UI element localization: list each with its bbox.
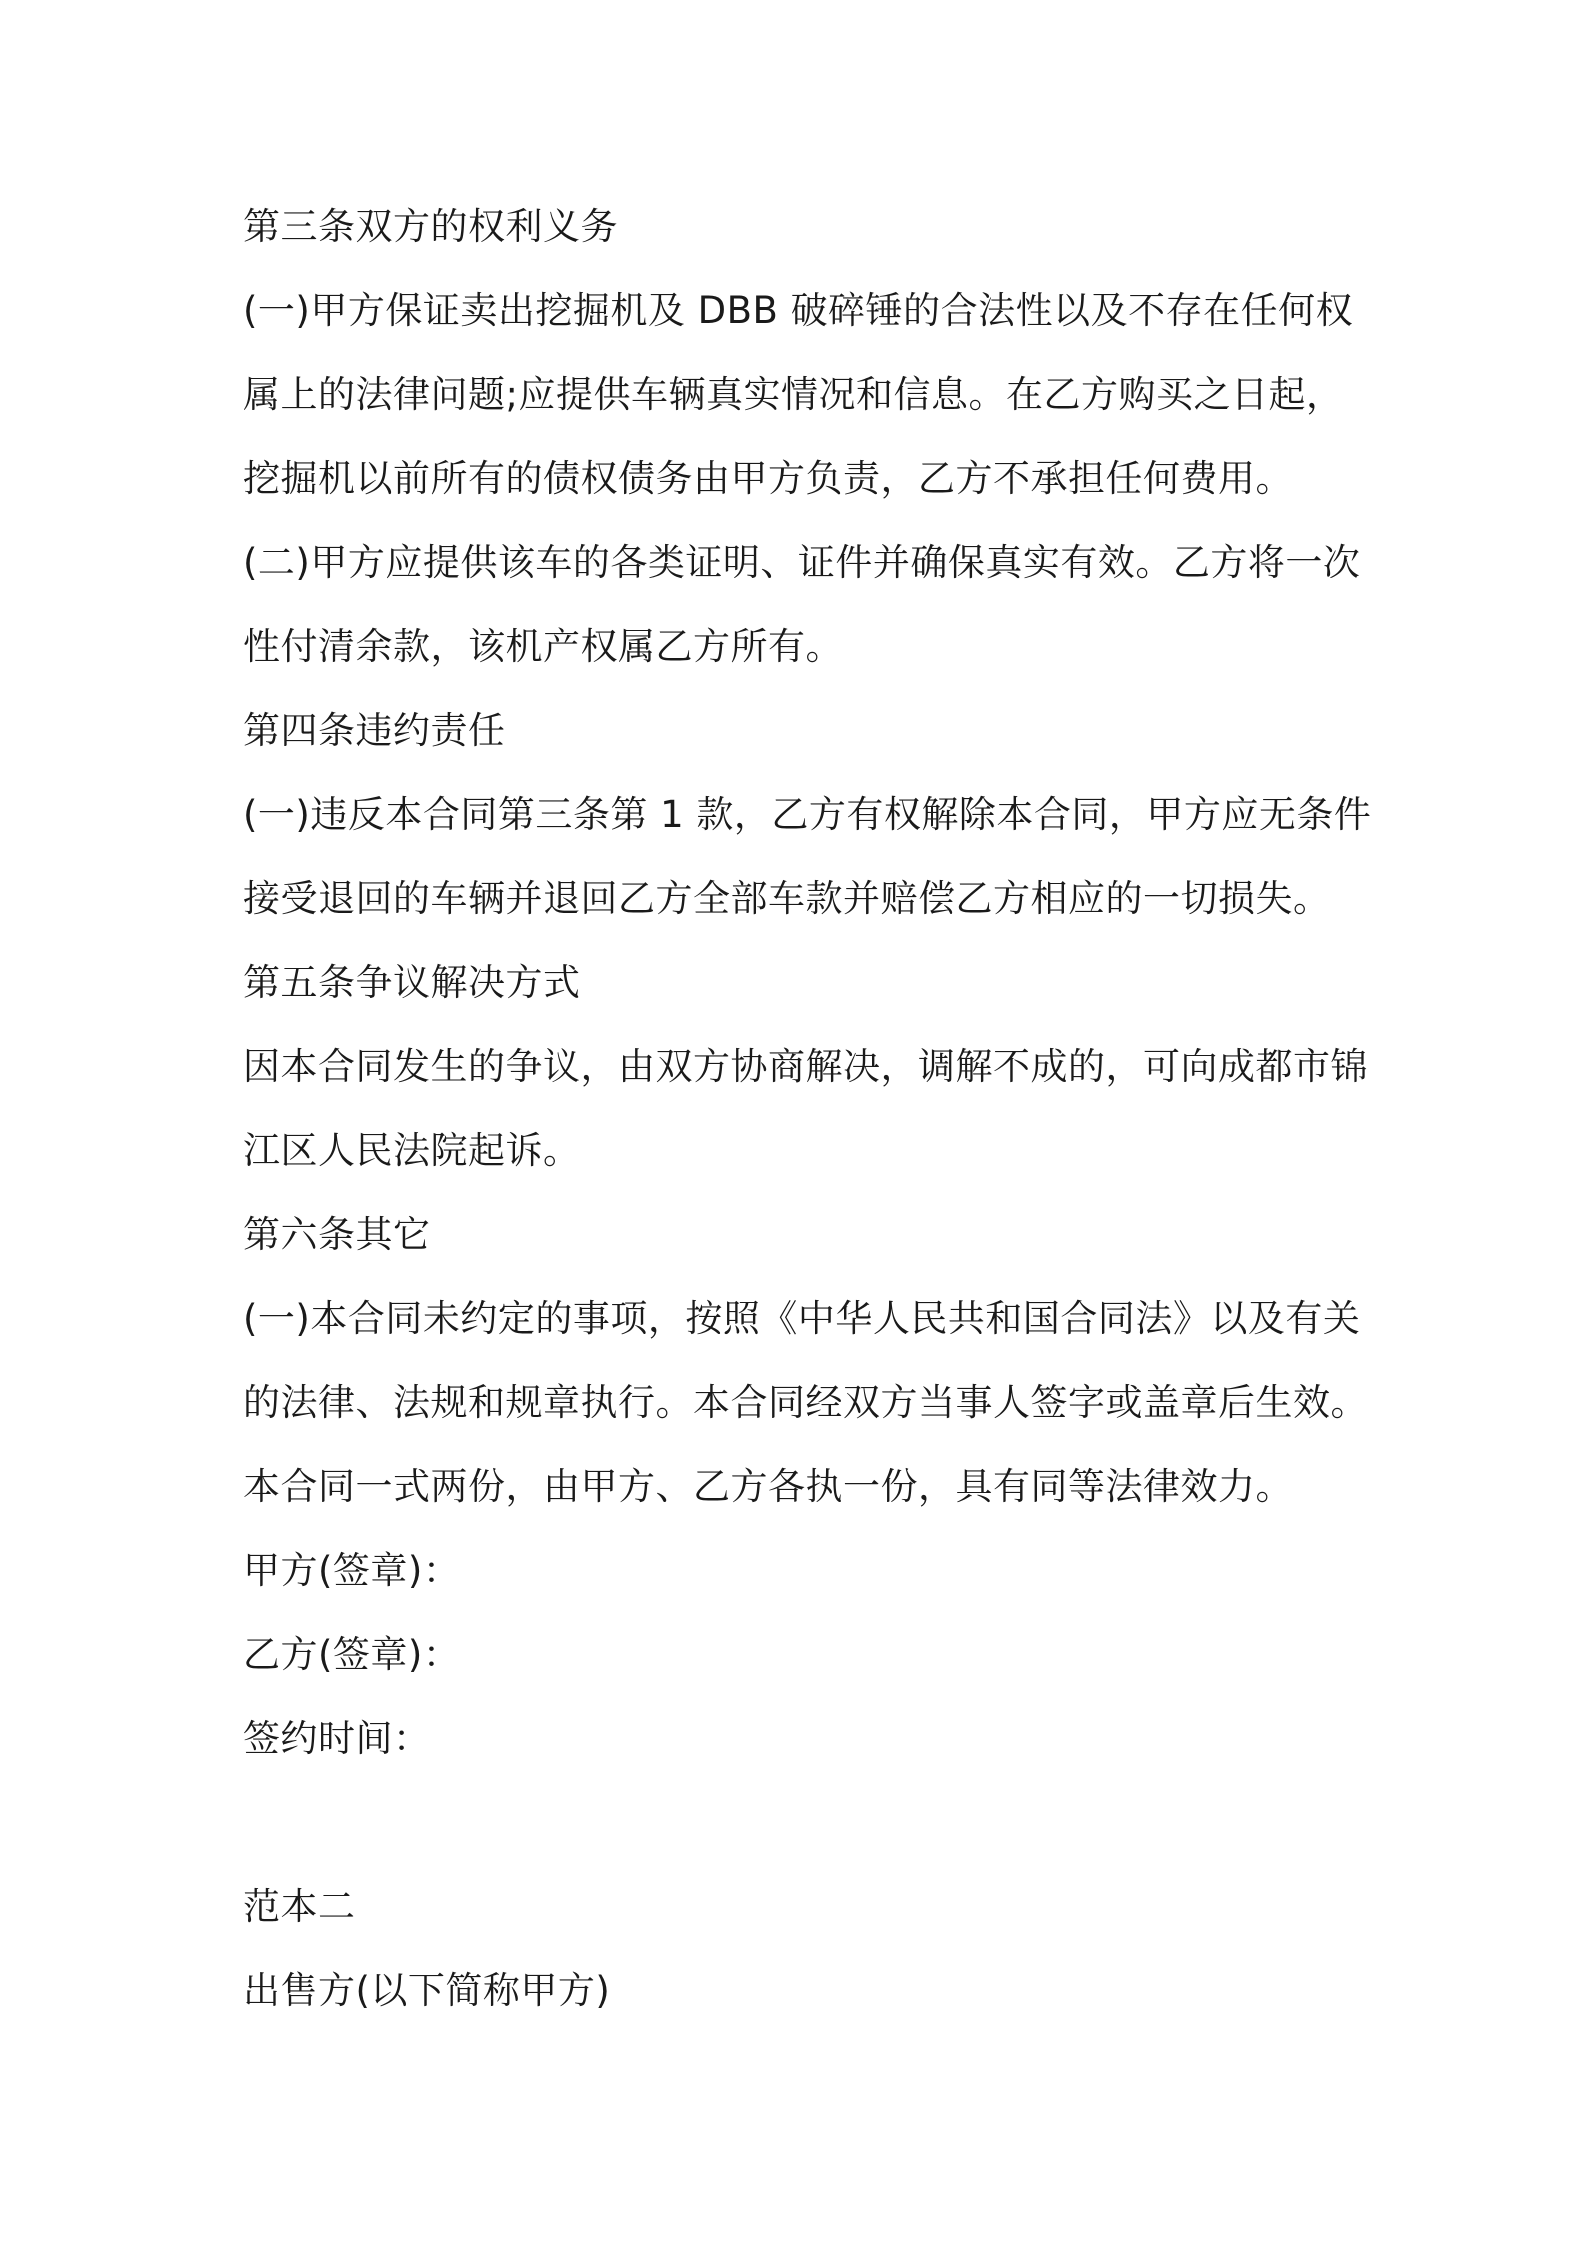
paragraph-line: 性付清余款，该机产权属乙方所有。 (243, 625, 843, 668)
paragraph-line: (二)甲方应提供该车的各类证明、证件并确保真实有效。乙方将一次 (243, 541, 1361, 584)
heading-article-5: 第五条争议解决方式 (243, 961, 581, 1004)
paragraph-line: 的法律、法规和规章执行。本合同经双方当事人签字或盖章后生效。 (243, 1381, 1368, 1424)
paragraph-line: 属上的法律问题;应提供车辆真实情况和信息。在乙方购买之日起， (243, 373, 1344, 416)
paragraph-line: 本合同一式两份，由甲方、乙方各执一份，具有同等法律效力。 (243, 1465, 1293, 1508)
signature-party-b: 乙方(签章)： (243, 1633, 461, 1676)
signature-party-a: 甲方(签章)： (243, 1549, 461, 1592)
paragraph-line: 挖掘机以前所有的债权债务由甲方负责，乙方不承担任何费用。 (243, 457, 1293, 500)
paragraph-line: 接受退回的车辆并退回乙方全部车款并赔偿乙方相应的一切损失。 (243, 877, 1331, 920)
heading-article-3: 第三条双方的权利义务 (243, 205, 618, 248)
heading-article-4: 第四条违约责任 (243, 709, 506, 752)
paragraph-line: 因本合同发生的争议，由双方协商解决，调解不成的，可向成都市锦 (243, 1045, 1368, 1088)
paragraph-line: (一)本合同未约定的事项，按照《中华人民共和国合同法》以及有关 (243, 1297, 1361, 1340)
seller-label: 出售方(以下简称甲方) (243, 1969, 611, 2012)
signing-date: 签约时间： (243, 1717, 431, 1760)
paragraph-line: (一)甲方保证卖出挖掘机及 DBB 破碎锤的合法性以及不存在任何权 (243, 289, 1354, 332)
paragraph-line: (一)违反本合同第三条第 1 款，乙方有权解除本合同，甲方应无条件 (243, 793, 1372, 836)
paragraph-line: 江区人民法院起诉。 (243, 1129, 581, 1172)
template-2-heading: 范本二 (243, 1885, 356, 1928)
heading-article-6: 第六条其它 (243, 1213, 431, 1256)
